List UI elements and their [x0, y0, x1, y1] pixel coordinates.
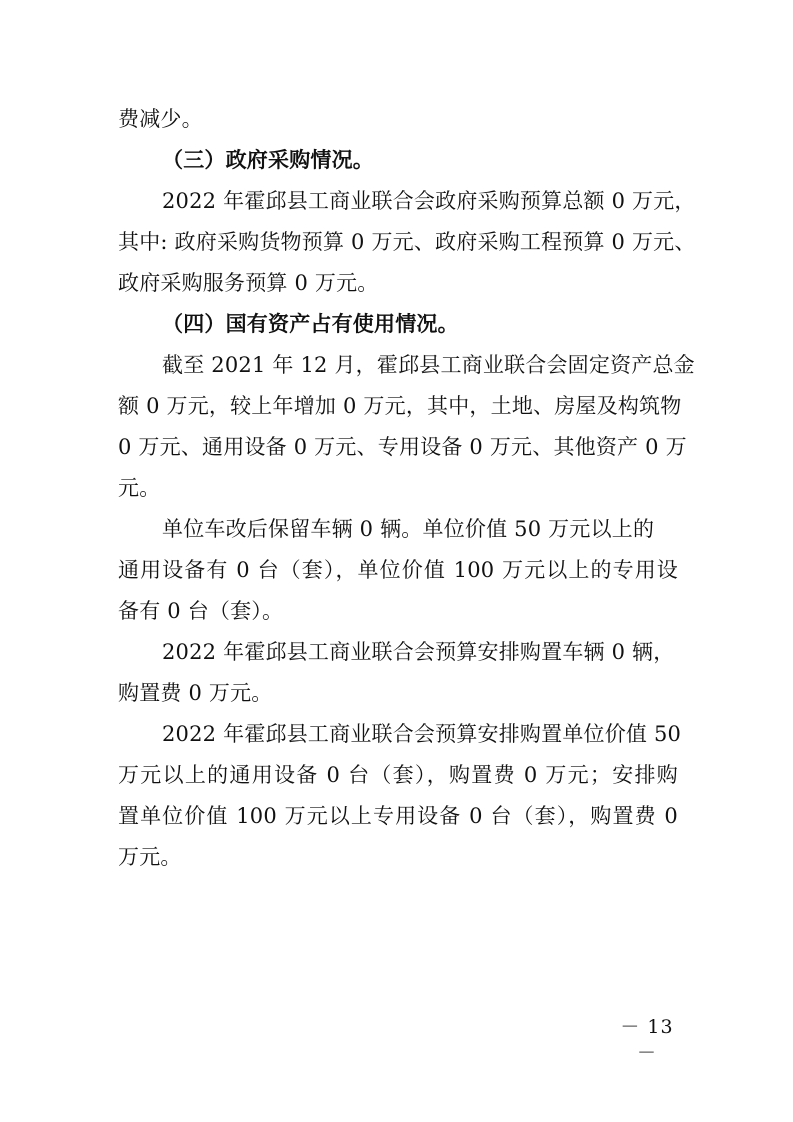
- text-line: 购置费 0 万元。: [118, 681, 273, 705]
- text-line: 2022 年霍邱县工商业联合会政府采购预算总额 0 万元，: [162, 189, 696, 213]
- page-number: － 13 －: [620, 1016, 674, 1064]
- text-line: 备有 0 台（套）。: [118, 599, 284, 623]
- text-line: 其中: 政府采购货物预算 0 万元、政府采购工程预算 0 万元、: [118, 230, 696, 254]
- section-heading-government-procurement: （三）政府采购情况。: [162, 147, 374, 172]
- text-line: 费减少。: [118, 107, 203, 131]
- text-line: 截至 2021 年 12 月，霍邱县工商业联合会固定资产总金: [162, 353, 695, 377]
- text-line: 万元以上的通用设备 0 台（套），购置费 0 万元；安排购: [118, 763, 678, 787]
- text-line: 2022 年霍邱县工商业联合会预算安排购置单位价值 50: [162, 722, 682, 746]
- text-line: 2022 年霍邱县工商业联合会预算安排购置车辆 0 辆，: [162, 640, 675, 664]
- text-line: 万元。: [118, 845, 182, 869]
- text-line: 通用设备有 0 台（套），单位价值 100 万元以上的专用设: [118, 558, 678, 582]
- text-line: 元。: [118, 476, 161, 500]
- text-line: 单位车改后保留车辆 0 辆。单位价值 50 万元以上的: [162, 517, 655, 541]
- section-heading-state-assets: （四）国有资产占有使用情况。: [162, 311, 459, 336]
- text-line: 额 0 万元，较上年增加 0 万元，其中，土地、房屋及构筑物: [118, 394, 682, 418]
- text-line: 置单位价值 100 万元以上专用设备 0 台（套），购置费 0: [118, 804, 678, 828]
- text-line: 0 万元、通用设备 0 万元、专用设备 0 万元、其他资产 0 万: [118, 435, 687, 459]
- text-line: 政府采购服务预算 0 万元。: [118, 271, 379, 295]
